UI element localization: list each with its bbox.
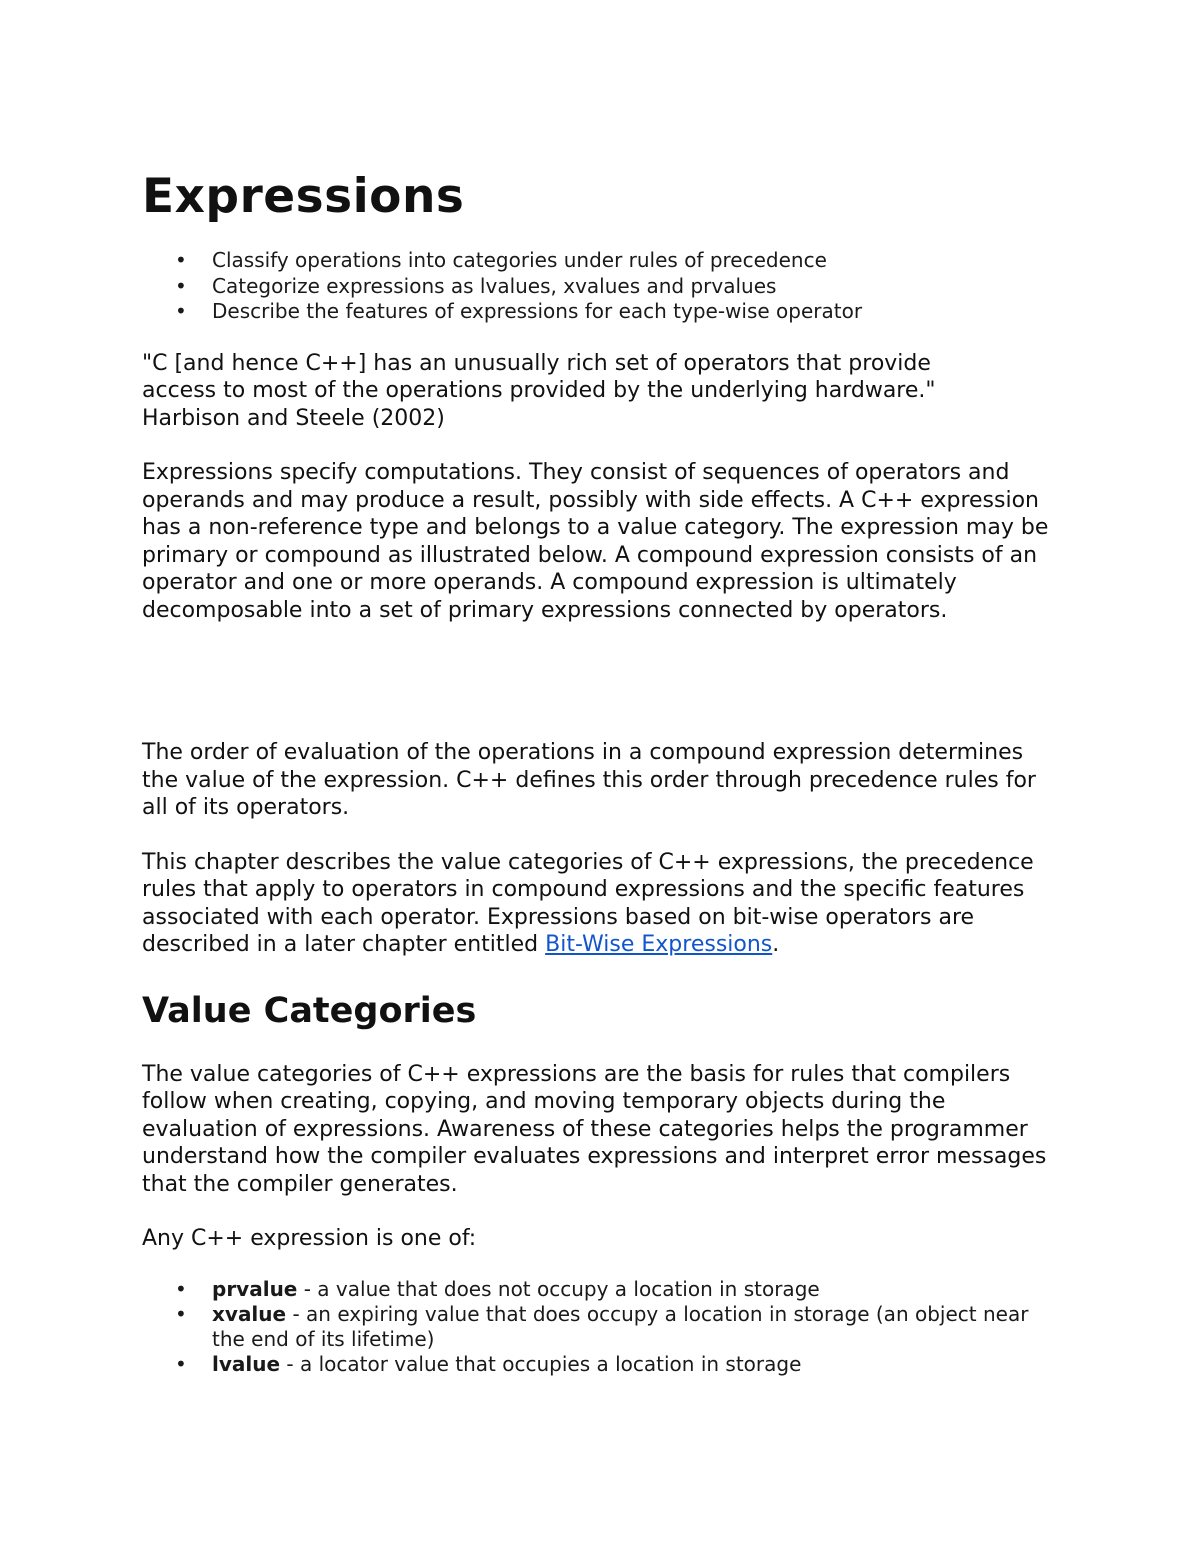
category-term: prvalue	[212, 1276, 298, 1301]
list-item	[142, 1277, 1062, 1302]
page-title: Expressions	[142, 169, 465, 224]
bit-wise-expressions-link[interactable]: Bit-Wise Expressions	[545, 932, 773, 957]
bullet-icon: •	[175, 299, 187, 323]
objective-text: Describe the features of expressions for each type-wise operator	[212, 299, 863, 323]
any-expression-paragraph: Any C++ expression is one of:	[142, 1226, 477, 1251]
intro-paragraph: Expressions specify computations. They consist of sequences of operators and operands and may produce a result, possibly with side effects. A C++ expression has a non-reference type and belongs to a value category. The expression may be primary or compound as illustrated below. A compound expression consists of an operator and one or more operands. A compound expression is ultimately decomposable into a set of primary expressions connected by operators.	[142, 460, 1049, 623]
quote-line: "C [and hence C++] has an unusually rich set of operators that provide	[142, 350, 931, 376]
bullet-icon: •	[175, 273, 187, 298]
list-item	[142, 248, 1062, 274]
category-description: - an expiring value that does occupy a location in storage (an object near the end of its lifetime)	[212, 1301, 1029, 1351]
chapter-text: This chapter describes the value categories of C++ expressions, the precedence rules that apply to operators in compound expressions and the specific features associated with each operator. Expressions based on bit-wise operators are described in a later chapter entitled	[142, 849, 1034, 957]
document-page	[142, 168, 1062, 1377]
objective-text: Classify operations into categories under rules of precedence	[212, 248, 827, 272]
list-item	[142, 274, 1062, 300]
value-categories-list	[142, 1277, 1062, 1377]
bullet-icon: •	[175, 1351, 187, 1376]
order-paragraph: The order of evaluation of the operations in a compound expression determines the value of the expression. C++ defines this order through precedence rules for all of its operators.	[142, 740, 1036, 820]
value-categories-paragraph: The value categories of C++ expressions are the basis for rules that compilers follow when creating, copying, and moving temporary objects during the evaluation of expressions. Awareness of these categories helps the programmer understand how the compiler evaluates expressions and interpret error messages that the compiler generates.	[142, 1061, 1047, 1197]
value-categories-heading: Value Categories	[142, 990, 477, 1031]
quote-attribution: Harbison and Steele (2002)	[142, 405, 445, 431]
category-term: xvalue	[212, 1301, 287, 1326]
bullet-icon: •	[175, 248, 187, 272]
objectives-list	[142, 248, 1062, 325]
list-item	[142, 1302, 1062, 1352]
bullet-icon: •	[175, 1301, 187, 1326]
list-item	[142, 299, 1062, 325]
bullet-icon: •	[175, 1276, 187, 1301]
quote-line: access to most of the operations provided by the underlying hardware."	[142, 378, 936, 403]
category-description: - a locator value that occupies a location in storage	[280, 1351, 802, 1376]
objective-text: Categorize expressions as lvalues, xvalues and prvalues	[212, 273, 777, 298]
quote-paragraph	[142, 350, 1062, 433]
category-description: - a value that does not occupy a location in storage	[297, 1276, 820, 1301]
category-term: lvalue	[212, 1351, 281, 1376]
list-item	[142, 1352, 1062, 1377]
chapter-paragraph	[142, 849, 1062, 959]
chapter-text-end: .	[772, 932, 780, 957]
